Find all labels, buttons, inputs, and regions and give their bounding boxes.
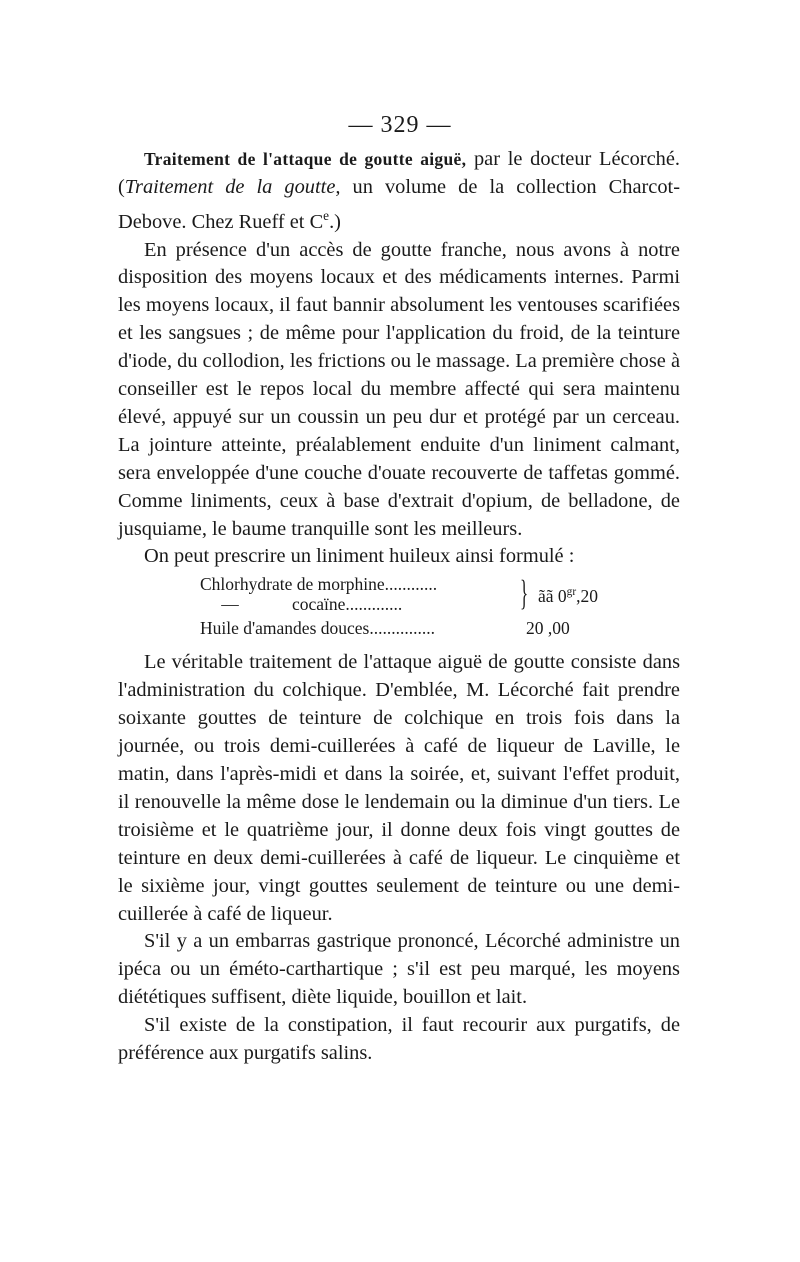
formula-row-morphine <box>200 573 437 595</box>
amount-decimal: ,20 <box>576 586 599 607</box>
paragraph-title <box>118 146 680 237</box>
paragraph-3: On peut prescrire un liniment huileux ainsi formulé : <box>144 545 575 568</box>
paragraph-6: S'il existe de la constipation, il faut recourir aux purgatifs, de préférence aux purgatifs salins. <box>118 1014 680 1065</box>
para1-tail: un volume de la collection Charcot-Debove. Chez Rueff et C <box>118 175 680 233</box>
amount-value: ãã 0 <box>538 586 567 607</box>
para1-end: .) <box>329 210 341 233</box>
para1-sup: e <box>323 207 330 223</box>
formula-row-oil <box>200 617 435 639</box>
paragraph-2: En présence d'un accès de goutte franche, nous avons à notre disposition des moyens locaux et des médicaments internes. Parmi les moyens locaux, il faut bannir absolument les ventouses scarifiées et les sangsues ; de même pour l'application du froid, de la teinture d'iode, du collodion, les frictions ou le massage. La première chose à conseiller est le repos local du membre affecté qui sera maintenu élevé, appuyé sur un coussin un peu dur et protégé par un cerceau. La jointure atteinte, préalablement enduite d'un liniment calmant, sera enveloppée d'une couche d'ouate recouverte de taffetas gommé. Comme liniments, ceux à base d'extrait d'opium, de belladone, de jusquiame, le baume tranquille sont les meilleurs. <box>118 238 680 540</box>
formula-ingredient: Chlorhydrate de morphine............ <box>200 574 438 595</box>
formula-ingredient: Huile d'amandes douces............... <box>200 618 435 639</box>
ditto-dash: — <box>221 594 239 615</box>
body-text <box>118 146 680 1068</box>
amount-unit: gr <box>566 586 577 599</box>
prescription-formula <box>118 573 680 643</box>
section-title: Traitement de l'attaque de goutte aiguë, <box>144 149 467 169</box>
page-number: — 329 — <box>348 112 452 138</box>
formula-oil-amount: 20 ,00 <box>526 618 570 639</box>
paragraph-4: Le véritable traitement de l'attaque aiguë de goutte consiste dans l'administration du colchique. D'emblée, M. Lécorché fait prendre soixante gouttes de teinture de colchique en trois fois dans la journée, ou trois demi-cuillerées à café de liqueur de Laville, le matin, dans l'après-midi et dans la soirée, et, suivant l'effet produit, il renouvelle la même dose le lendemain ou la diminue d'un tiers. Le troisième et le quatrième jour, il donne deux fois vingt gouttes de teinture en deux demi-cuillerées à café de liqueur. Le cinquième et le sixième jour, vingt gouttes seulement de teinture ou une demi-cuillerée à café de liqueur. <box>118 651 680 925</box>
formula-row-cocaine <box>200 593 402 615</box>
formula-ingredient: cocaïne............. <box>292 594 403 615</box>
para1-rest: par le docteur Lécorché. ( <box>118 148 680 198</box>
book-title: Traitement de la goutte, <box>124 175 341 198</box>
paragraph-5: S'il y a un embarras gastrique prononcé, Lécorché administre un ipéca ou un éméto-carthartique ; s'il est peu marqué, les moyens diététiques suffisent, diète liquide, bouillon et lait. <box>118 930 680 1009</box>
formula-brace: } <box>520 573 529 614</box>
formula-shared-amount <box>538 581 598 607</box>
